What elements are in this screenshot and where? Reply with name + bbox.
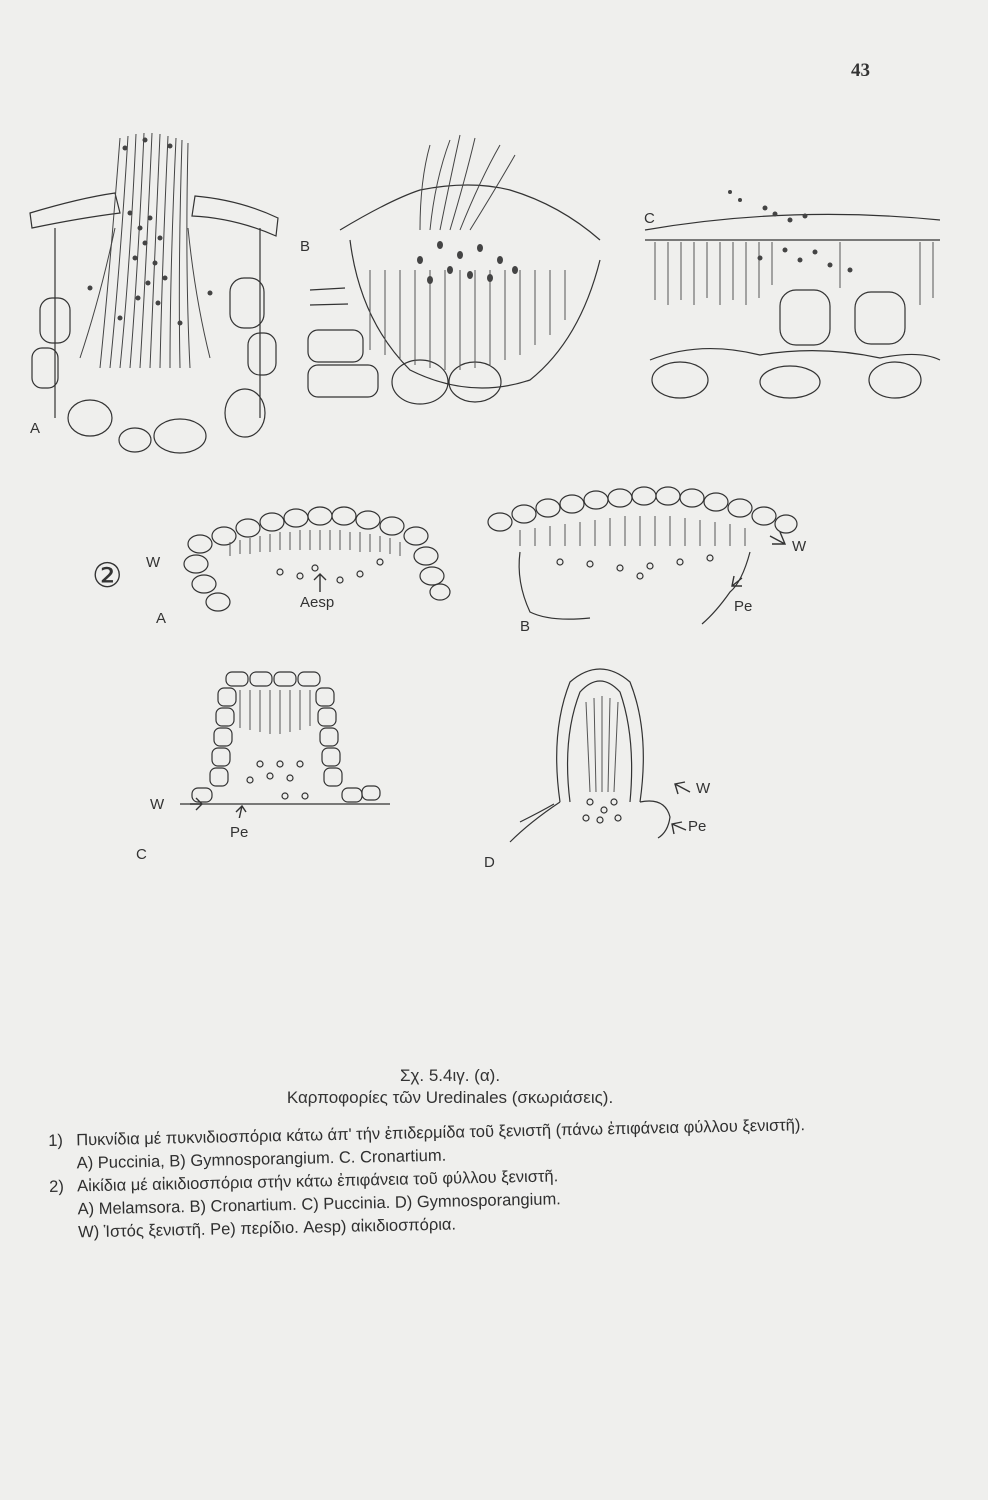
figure-2c-aecium	[136, 668, 400, 863]
figure-2a-aecium	[140, 492, 480, 632]
figure-2d-w-label: W	[696, 780, 711, 797]
figure-legend	[48, 1112, 930, 1245]
figure-2b-label: B	[520, 618, 531, 635]
figure-2-marker: ②	[92, 557, 123, 595]
figure-2c-label: C	[136, 846, 147, 863]
page-number: 43	[851, 60, 870, 81]
figure-1a-pycnidium	[20, 118, 290, 463]
figure-1c-label: C	[644, 210, 655, 227]
figure-2a-label: A	[156, 610, 167, 627]
figure-2c-pe-label: Pe	[230, 824, 249, 841]
figure-1b-pycnidium	[300, 120, 620, 420]
legend-item-1-text: Πυκνίδια μέ πυκνιδιοσπόρια κάτω άπ' τήν ἐπιδερμίδα τοῦ ξενιστῆ (πάνω ἐπιφάνεια φύλλου ξενιστῆ).	[76, 1116, 806, 1150]
figure-1c-pycnidium	[640, 180, 945, 400]
figure-1b-label: B	[300, 238, 311, 255]
legend-item-2-number: 2)	[49, 1177, 65, 1196]
figure-caption-subtitle: Καρποφορίες τῶν Uredinales (σκωριάσεις).	[286, 1088, 614, 1107]
figure-2d-pe-label: Pe	[688, 818, 707, 835]
legend-item-2-species: A) Melamsora. B) Cronartium. C) Puccinia. D) Gymnosporangium.	[77, 1190, 561, 1219]
figure-2c-w-label: W	[150, 796, 165, 813]
figure-2d-label: D	[484, 854, 495, 871]
figure-2d-aecium	[484, 652, 730, 871]
figure-2a-w-label: W	[146, 554, 161, 571]
legend-item-1-number: 1)	[48, 1131, 64, 1150]
legend-item-1-species: A) Puccinia, B) Gymnosporangium. C. Cronartium.	[76, 1146, 447, 1173]
figure-2b-pe-label: Pe	[734, 598, 753, 615]
figure-1a-label: A	[30, 420, 41, 437]
figure-2a-aesp-label: Aesp	[300, 594, 335, 611]
legend-item-2-text: Αἰκίδια μέ αἰκιδιοσπόρια στήν κάτω ἐπιφάνεια τοῦ φύλλου ξενιστῆ.	[76, 1167, 559, 1196]
figure-caption-title: Σχ. 5.4ιγ. (α).	[399, 1066, 501, 1085]
figure-2b-w-label: W	[792, 538, 807, 555]
figure-2b-aecium	[480, 472, 810, 637]
legend-item-2-abbreviations: W) Ἱστός ξενιστῆ. Pe) περίδιο. Aesp) αἰκιδιοσπόρια.	[77, 1215, 457, 1242]
